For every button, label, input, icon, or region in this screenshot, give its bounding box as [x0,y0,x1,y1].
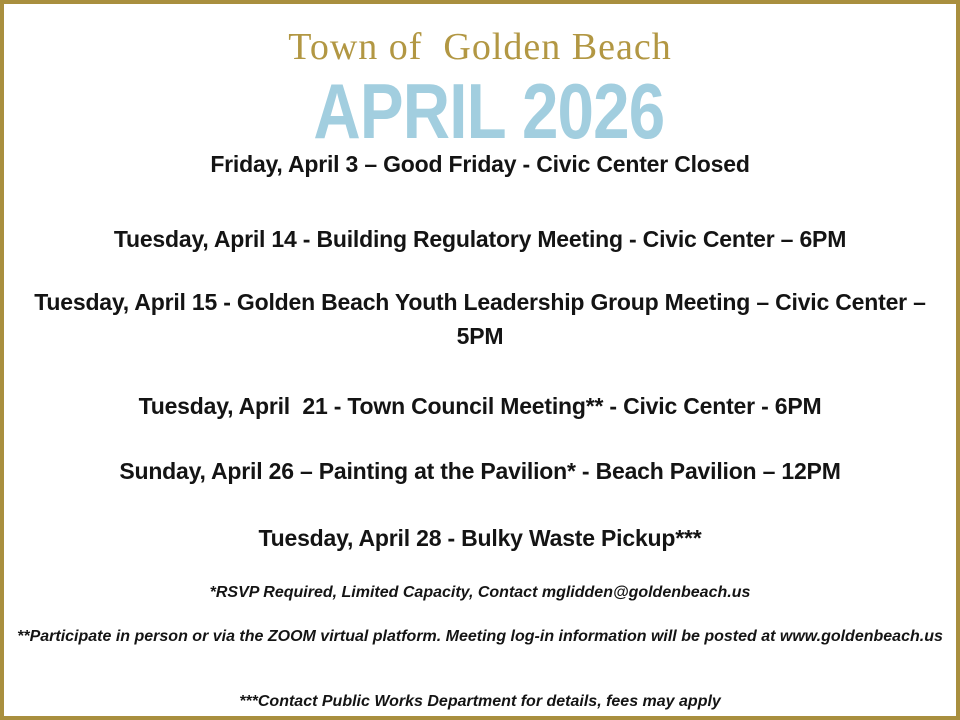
month-title: APRIL 2026 [313,67,665,155]
footnote-rsvp: *RSVP Required, Limited Capacity, Contact mglidden@goldenbeach.us [209,584,751,601]
footnote-public-works: ***Contact Public Works Department for details, fees may apply [239,693,721,710]
footnote-zoom-platform: **Participate in person or via the ZOOM virtual platform. Meeting log-in information will be posted at www.goldenbeach.us [17,628,943,645]
event-bulky-waste-pickup: Tuesday, April 28 - Bulky Waste Pickup*** [258,525,702,551]
event-youth-leadership-meeting: Tuesday, April 15 - Golden Beach Youth Leadership Group Meeting – Civic Center – 5PM [34,289,932,349]
event-building-regulatory-meeting: Tuesday, April 14 - Building Regulatory Meeting - Civic Center – 6PM [113,226,847,252]
event-town-council-meeting: Tuesday, April 21 - Town Council Meeting** - Civic Center - 6PM [138,393,822,419]
town-title: Town of Golden Beach [288,26,672,68]
event-painting-at-pavilion: Sunday, April 26 – Painting at the Pavilion* - Beach Pavilion – 12PM [119,458,841,484]
event-good-friday: Friday, April 3 – Good Friday - Civic Center Closed [210,151,750,177]
